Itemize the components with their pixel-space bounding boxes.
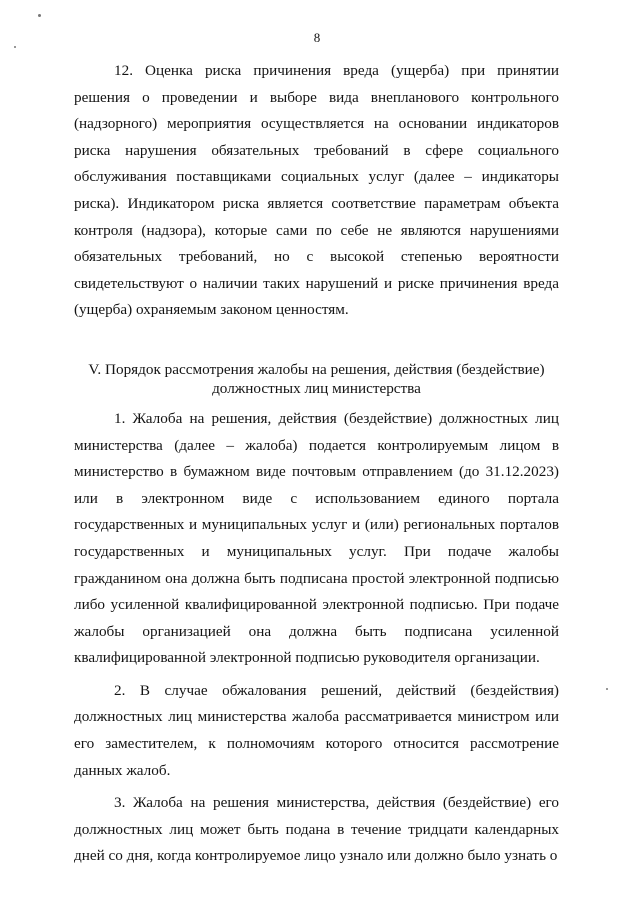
page-number: 8 (313, 30, 321, 45)
section-v-heading (74, 360, 559, 398)
paragraph-12: 12. Оценка риска причинения вреда (ущерба) при принятии решения о проведении и выборе вида внепланового контрольного (надзорного) мероприятия осуществляется на основании индикаторов риска нарушения обязательных требований в сфере социального обслуживания поставщиками социальных услуг (далее – индикаторы риска). Индикатором риска является соответствие параметрам объекта контроля (надзора), которые сами по себе не являются нарушениями обязательных требований, но с высокой степенью вероятности свидетельствуют о наличии таких нарушений и риске причинения вреда (ущерба) охраняемым законом ценностям. (74, 62, 559, 319)
section-v-paragraph-1: 1. Жалоба на решения, действия (бездействие) должностных лиц министерства (далее – жалоба) подается контролируемым лицом в министерство в бумажном виде почтовым отправлением (до 31.12.2023) или в электронном виде с использованием единого портала государственных и муниципальных услуг и (или) региональных порталов государственных и муниципальных услуг. При подаче жалобы гражданином она должна быть подписана простой электронной подписью либо усиленной квалифицированной электронной подписью. При подаче жалобы организацией она должна быть подписана усиленной квалифицированной электронной подписью руководителя организации. (74, 409, 559, 667)
section-v-paragraph-3: 3. Жалоба на решения министерства, действия (бездействие) его должностных лиц может быть подана в течение тридцати календарных дней со дня, когда контролируемое лицо узнало или должно было узнать о (74, 794, 559, 865)
section-v-heading-line-2: должностных лиц министерства (212, 379, 421, 397)
scan-speck (606, 688, 608, 690)
scan-speck (38, 14, 41, 17)
scan-speck (14, 46, 16, 48)
section-v-paragraph-2: 2. В случае обжалования решений, действий (бездействия) должностных лиц министерства жалоба рассматривается министром или его заместителем, к полномочиям которого относится рассмотрение данных жалоб. (74, 681, 559, 779)
document-body (74, 58, 559, 870)
section-v-heading-line-1: V. Порядок рассмотрения жалобы на решения, действия (бездействие) (88, 360, 545, 378)
